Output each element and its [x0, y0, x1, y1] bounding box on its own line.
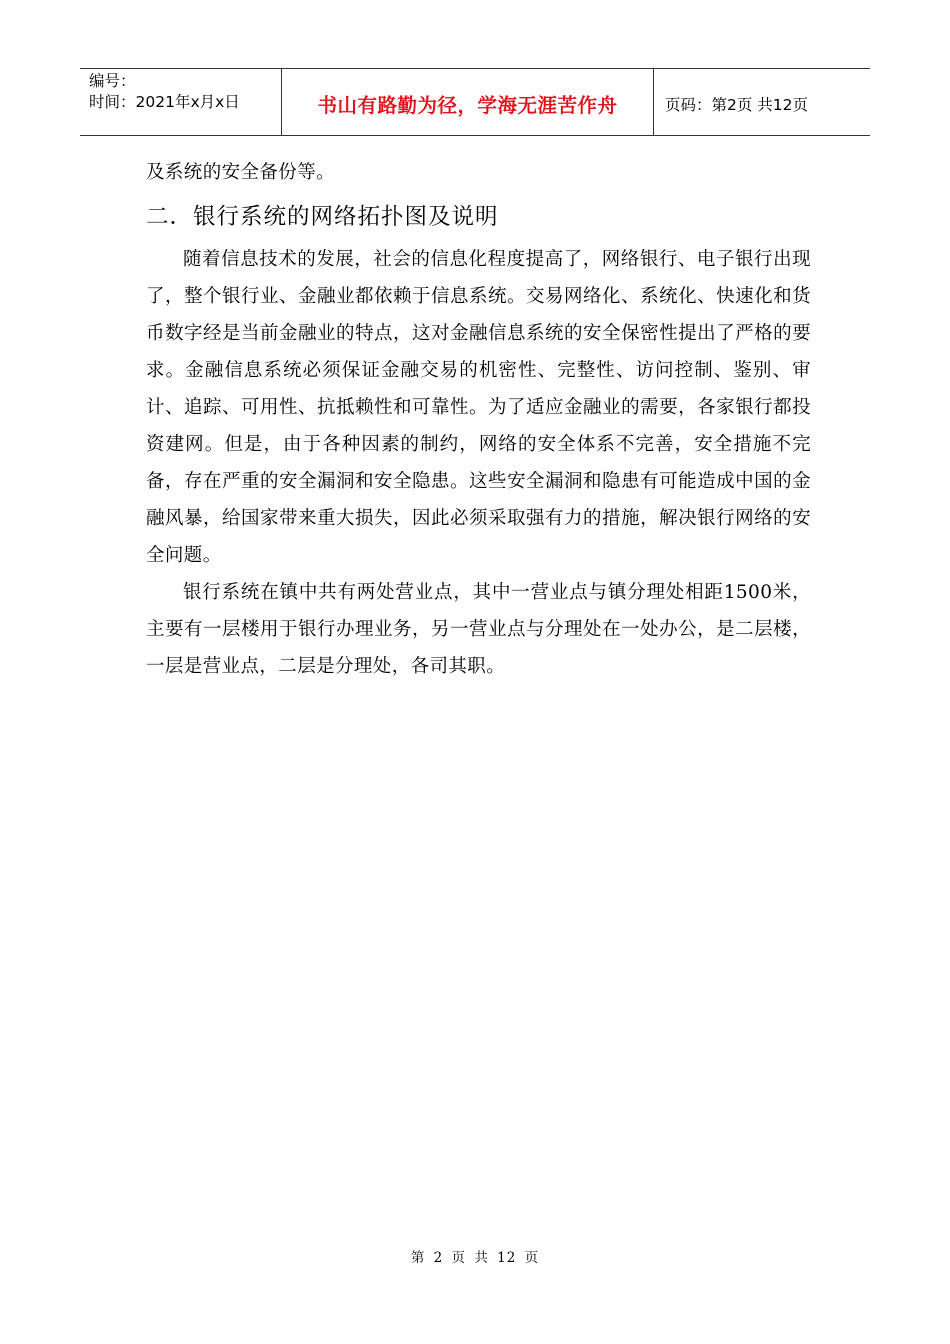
header-motto: 书山有路勤为径，学海无涯苦作舟 [317, 94, 618, 117]
header-page-cell [654, 69, 870, 135]
document-date-label: 时间：2021年x月x日 [89, 93, 240, 111]
continuation-text: 及系统的安全备份等。 [146, 162, 336, 183]
page-footer: 第 2 页 共 12 页 [410, 1250, 540, 1266]
header-page-number: 页码：第2页 共12页 [665, 96, 809, 114]
header-motto-cell [281, 69, 654, 135]
document-number-label: 编号： [89, 72, 136, 90]
page-header [80, 68, 870, 136]
body-paragraph-2: 银行系统在镇中共有两处营业点，其中一营业点与镇分理处相距1500米，主要有一层楼用于银行办理业务，另一营业点与分理处在一处办公，是二层楼，一层是营业点，二层是分理处，各司其职。 [146, 582, 811, 677]
document-body [146, 154, 811, 685]
body-paragraph-1: 随着信息技术的发展，社会的信息化程度提高了，网络银行、电子银行出现了，整个银行业、金融业都依赖于信息系统。交易网络化、系统化、快速化和货币数字经是当前金融业的特点，这对金融信息系统的安全保密性提出了严格的要求。金融信息系统必须保证金融交易的机密性、完整性、访问控制、鉴别、审计、追踪、可用性、抗抵赖性和可靠性。为了适应金融业的需要，各家银行都投资建网。但是，由于各种因素的制约，网络的安全体系不完善，安全措施不完备，存在严重的安全漏洞和安全隐患。这些安全漏洞和隐患有可能造成中国的金融风暴，给国家带来重大损失，因此必须采取强有力的措施，解决银行网络的安全问题。 [146, 249, 811, 566]
header-meta [80, 69, 281, 135]
section-title: 二．银行系统的网络拓扑图及说明 [146, 204, 499, 230]
